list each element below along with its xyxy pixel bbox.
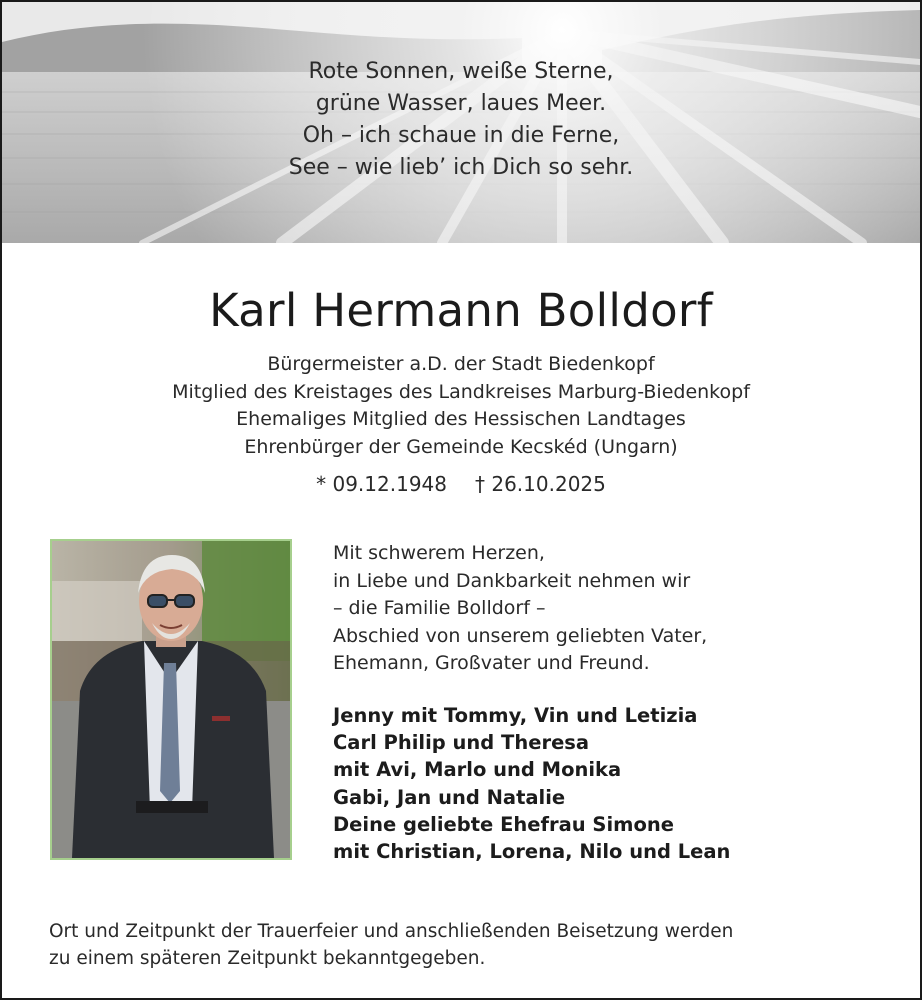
funeral-info [49, 918, 733, 972]
poem-line: grüne Wasser, laues Meer. [315, 91, 607, 116]
footer-line: Ort und Zeitpunkt der Trauerfeier und anschließenden Beisetzung werden [49, 921, 734, 942]
mourner-line: Gabi, Jan und Natalie [333, 785, 566, 809]
title-line: Ehrenbürger der Gemeinde Kecskéd (Ungarn) [244, 435, 678, 458]
life-dates [2, 472, 920, 496]
mourner-line: mit Avi, Marlo und Monika [333, 758, 622, 782]
poem-line: See – wie lieb’ ich Dich so sehr. [288, 155, 634, 180]
title-line: Ehemaliges Mitglied des Hessischen Landtages [236, 408, 686, 430]
message-line: Ehemann, Großvater und Freund. [333, 652, 650, 674]
birth-date: * 09.12.1948 [316, 472, 447, 496]
farewell-message [333, 540, 707, 678]
mourner-line: Deine geliebte Ehefrau Simone [333, 812, 674, 836]
header-sea-image [2, 2, 920, 243]
mourner-line: mit Christian, Lorena, Nilo und Lean [333, 840, 731, 864]
poem [2, 56, 920, 184]
mourners-list [333, 702, 730, 865]
portrait-illustration [52, 541, 290, 858]
mourner-line: Carl Philip und Theresa [333, 731, 590, 755]
portrait-photo [50, 539, 292, 860]
death-date: † 26.10.2025 [475, 472, 606, 496]
message-line: Abschied von unserem geliebten Vater, [333, 624, 708, 647]
poem-line: Rote Sonnen, weiße Sterne, [308, 59, 614, 84]
title-line: Mitglied des Kreistages des Landkreises Marburg-Biedenkopf [172, 380, 750, 403]
message-line: Mit schwerem Herzen, [333, 542, 545, 564]
poem-line: Oh – ich schaue in die Ferne, [302, 123, 620, 148]
deceased-name: Karl Hermann Bolldorf [209, 284, 713, 337]
title-line: Bürgermeister a.D. der Stadt Biedenkopf [267, 353, 655, 375]
footer-line: zu einem späteren Zeitpunkt bekanntgegeben. [49, 948, 486, 969]
message-line: in Liebe und Dankbarkeit nehmen wir [333, 569, 691, 592]
deceased-titles [2, 351, 920, 461]
message-line: – die Familie Bolldorf – [333, 597, 546, 619]
mourner-line: Jenny mit Tommy, Vin und Letizia [333, 704, 698, 727]
